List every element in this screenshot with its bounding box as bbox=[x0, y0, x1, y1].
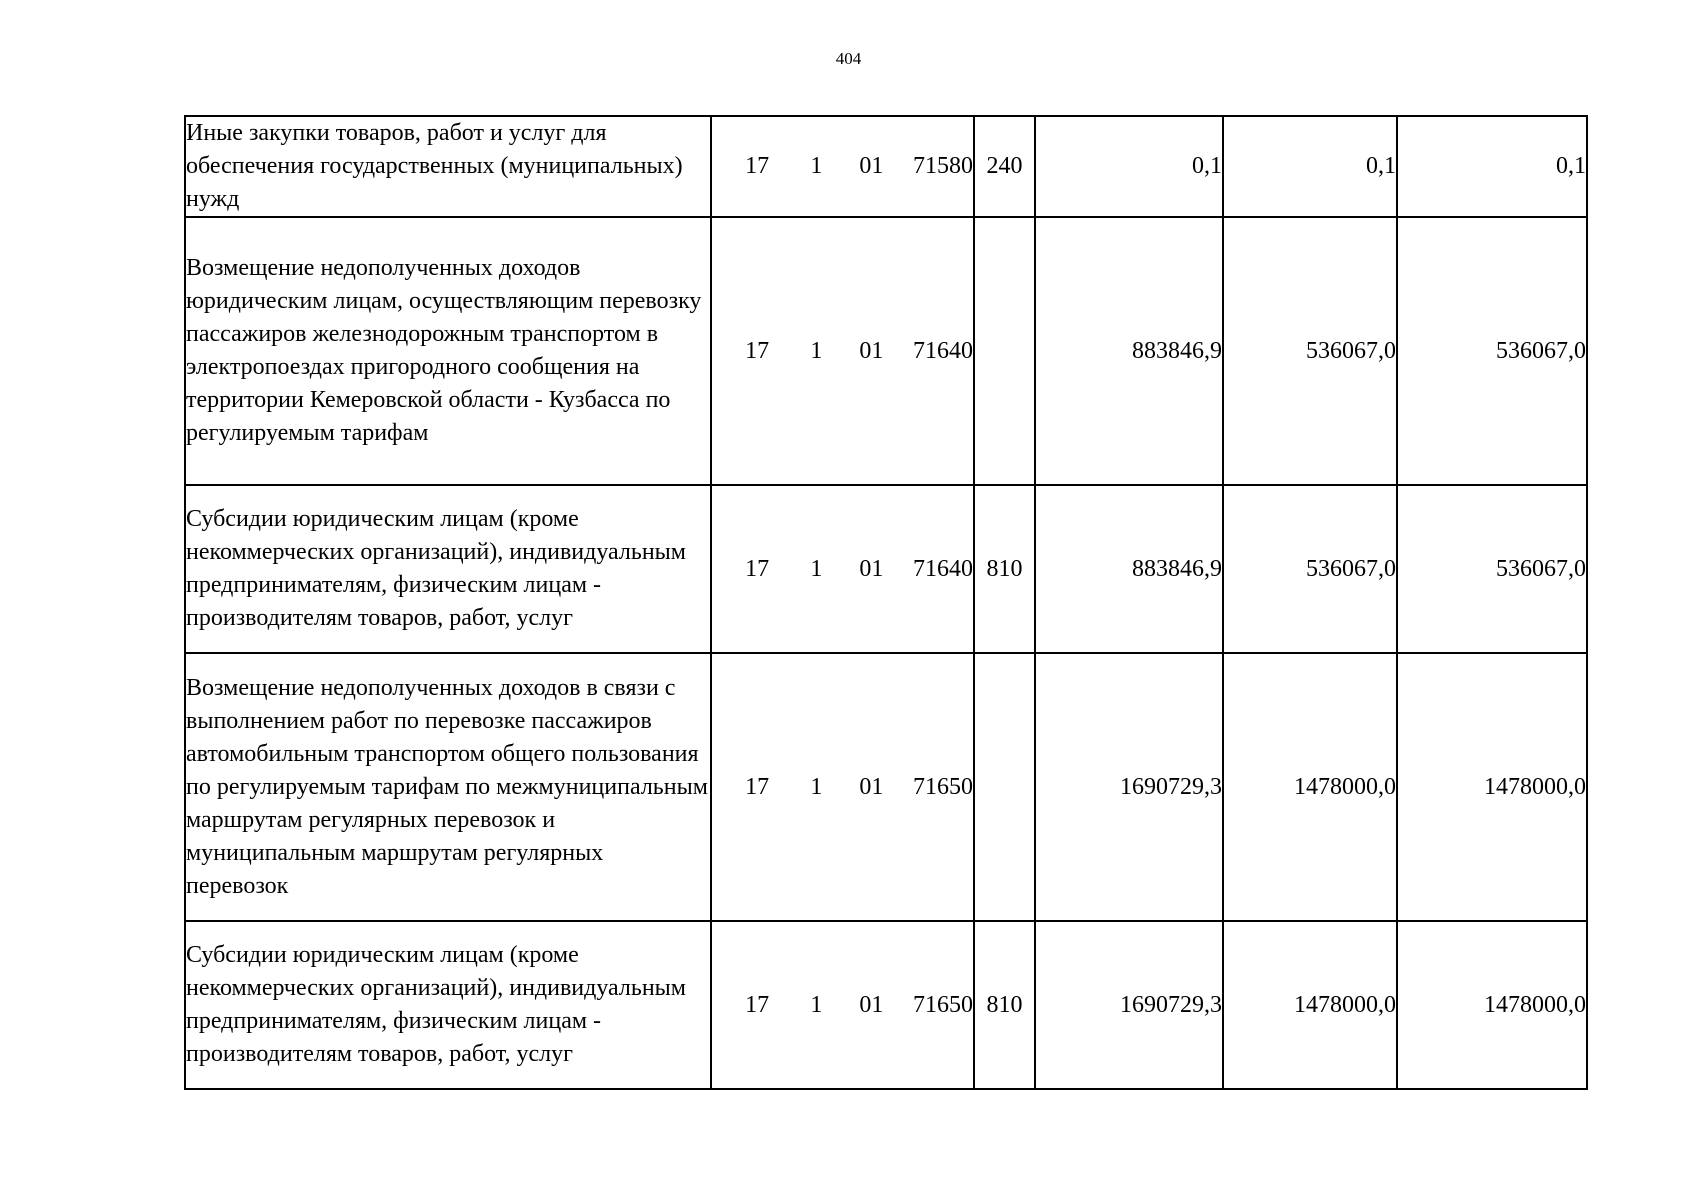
code-direction: 71640 bbox=[913, 337, 973, 364]
code-main-event: 01 bbox=[859, 337, 884, 364]
expense-type: 810 bbox=[974, 921, 1035, 1089]
row-description: Субсидии юридическим лицам (кроме некоммерческих организаций), индивидуальным предпринимателям, физическим лицам - производителям товаров, работ, услуг bbox=[185, 485, 711, 653]
table-row bbox=[185, 217, 1587, 485]
amount-year1: 1690729,3 bbox=[1035, 653, 1223, 921]
amount-year3: 0,1 bbox=[1397, 116, 1587, 217]
code-program: 17 bbox=[745, 555, 770, 582]
expense-type: 810 bbox=[974, 485, 1035, 653]
amount-year3: 536067,0 bbox=[1397, 217, 1587, 485]
page-number: 404 bbox=[835, 49, 862, 68]
code-subprogram: 1 bbox=[810, 991, 823, 1018]
row-description: Возмещение недополученных доходов юридическим лицам, осуществляющим перевозку пассажиров железнодорожным транспортом в электропоездах пригородного сообщения на территории Кемеровской области - Кузбасса по регулируемым тарифам bbox=[185, 217, 711, 485]
code-program: 17 bbox=[745, 337, 770, 364]
amount-year2: 0,1 bbox=[1223, 116, 1397, 217]
amount-year2: 1478000,0 bbox=[1223, 653, 1397, 921]
amount-year3: 1478000,0 bbox=[1397, 653, 1587, 921]
table-row bbox=[185, 116, 1587, 217]
code-subprogram: 1 bbox=[810, 337, 823, 364]
amount-year3: 536067,0 bbox=[1397, 485, 1587, 653]
code-direction: 71650 bbox=[913, 773, 973, 800]
code-main-event: 01 bbox=[859, 773, 884, 800]
table-row bbox=[185, 485, 1587, 653]
budget-table bbox=[184, 115, 1588, 1090]
amount-year2: 536067,0 bbox=[1223, 485, 1397, 653]
amount-year1: 883846,9 bbox=[1035, 217, 1223, 485]
amount-year2: 536067,0 bbox=[1223, 217, 1397, 485]
code-direction: 71580 bbox=[913, 153, 973, 179]
code-program: 17 bbox=[745, 773, 770, 800]
code-program: 17 bbox=[745, 991, 770, 1018]
amount-year1: 0,1 bbox=[1035, 116, 1223, 217]
code-subprogram: 1 bbox=[810, 773, 823, 800]
row-codes bbox=[711, 921, 974, 1089]
expense-type bbox=[974, 217, 1035, 485]
code-subprogram: 1 bbox=[810, 555, 823, 582]
row-codes bbox=[711, 485, 974, 653]
expense-type bbox=[974, 653, 1035, 921]
code-direction: 71640 bbox=[913, 555, 973, 582]
amount-year3: 1478000,0 bbox=[1397, 921, 1587, 1089]
row-description: Возмещение недополученных доходов в связи с выполнением работ по перевозке пассажиров автомобильным транспортом общего пользования по регулируемым тарифам по межмуниципальным маршрутам регулярных перевозок и муниципальным маршрутам регулярных перевозок bbox=[185, 653, 711, 921]
amount-year2: 1478000,0 bbox=[1223, 921, 1397, 1089]
amount-year1: 1690729,3 bbox=[1035, 921, 1223, 1089]
code-subprogram: 1 bbox=[810, 153, 823, 179]
code-program: 17 bbox=[745, 153, 770, 179]
table-row bbox=[185, 653, 1587, 921]
code-main-event: 01 bbox=[859, 991, 884, 1018]
row-codes bbox=[711, 116, 974, 217]
code-main-event: 01 bbox=[859, 555, 884, 582]
expense-type: 240 bbox=[974, 116, 1035, 217]
row-codes bbox=[711, 217, 974, 485]
amount-year1: 883846,9 bbox=[1035, 485, 1223, 653]
table-row bbox=[185, 921, 1587, 1089]
row-codes bbox=[711, 653, 974, 921]
row-description: Иные закупки товаров, работ и услуг для обеспечения государственных (муниципальных) нужд bbox=[185, 116, 711, 217]
code-direction: 71650 bbox=[913, 991, 973, 1018]
code-main-event: 01 bbox=[859, 153, 884, 179]
row-description: Субсидии юридическим лицам (кроме некоммерческих организаций), индивидуальным предпринимателям, физическим лицам - производителям товаров, работ, услуг bbox=[185, 921, 711, 1089]
